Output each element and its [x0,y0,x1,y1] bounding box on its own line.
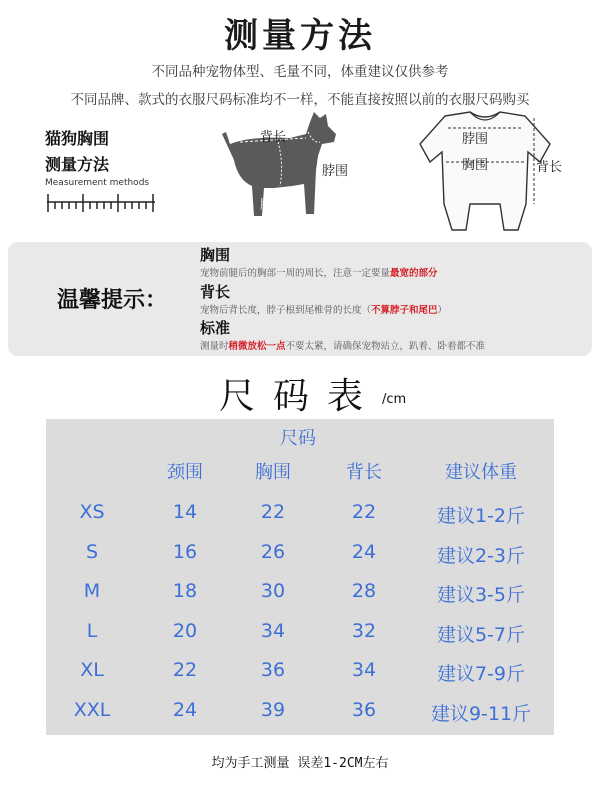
table-cell-chest: 30 [260,580,286,602]
tip-item-back [200,281,447,316]
tip-heading: 背长 [200,283,231,301]
table-cell-size: S [85,540,99,563]
table-cell-neck: 20 [172,619,198,642]
shirt-measure-diagram [400,104,570,234]
measure-method-subtitle: Measurement methods [45,178,150,188]
tip-item-chest [200,244,438,279]
tip-item-standard [200,317,485,352]
dog-label-chest: 胸围 [260,198,287,213]
size-chart-title: 尺码表 [218,376,381,417]
table-cell-chest: 22 [260,501,286,523]
table-cell-weight: 建议3-5斤 [436,584,526,606]
tip-heading: 胸围 [200,246,231,264]
table-cell-size: XS [79,501,105,523]
table-cell-back: 28 [351,580,377,602]
subtitle-weight-note: 不同品种宠物体型、毛量不同，体重建议仅供参考 [151,64,449,80]
table-cell-back: 34 [351,659,377,681]
dog-measure-diagram [210,104,360,234]
shirt-label-neck: 脖围 [462,132,489,147]
size-chart-unit: /cm [382,392,407,407]
measure-method-title [45,126,109,178]
table-cell-back: 36 [351,698,377,721]
tip-text: 测量时稍微放松一点不要太紧，请确保宠物站立，趴着、卧着都不准 [200,341,486,352]
table-cell-chest: 39 [260,698,286,721]
shirt-label-back: 背长 [536,160,563,175]
table-cell-back: 22 [351,501,377,523]
table-cell-size: M [83,580,101,602]
table-corner-label: 尺码 [280,428,316,449]
table-column-header: 建议体重 [445,462,517,483]
table-cell-weight: 建议9-11斤 [430,702,532,725]
ruler-icon [45,192,157,214]
table-cell-chest: 34 [260,619,286,642]
table-cell-weight: 建议7-9斤 [436,663,526,685]
table-cell-neck: 14 [172,501,198,523]
table-cell-size: L [86,619,98,642]
tips-label: 温馨提示： [57,288,168,313]
dog-label-back: 背长 [260,130,287,145]
table-cell-neck: 24 [172,698,198,721]
table-cell-chest: 26 [260,540,286,563]
table-cell-back: 24 [351,540,377,563]
table-cell-back: 32 [351,619,377,642]
table-cell-weight: 建议2-3斤 [436,544,526,567]
table-cell-size: XL [80,659,104,681]
table-cell-weight: 建议1-2斤 [436,505,526,527]
table-cell-chest: 36 [260,659,286,681]
table-cell-neck: 16 [172,540,198,563]
footer-note: 均为手工测量 误差1-2CM左右 [211,756,389,771]
tip-text: 宠物后背长度，脖子根到尾椎骨的长度（不算脖子和尾巴） [200,305,448,316]
dog-label-neck: 脖围 [322,164,349,179]
subtitle-brand-note: 不同品牌、款式的衣服尺码标准均不一样，不能直接按照以前的衣服尺码购买 [70,92,530,108]
table-column-header: 背长 [346,462,382,483]
table-column-header: 颈围 [167,462,203,483]
shirt-label-chest: 胸围 [462,158,489,173]
table-cell-size: XXL [73,698,111,721]
table-cell-neck: 18 [172,580,198,602]
page-title: 测量方法 [224,16,376,56]
tip-text: 宠物前腿后的胸部一周的周长，注意一定要量最宽的部分 [200,268,438,279]
tip-heading: 标准 [200,319,231,337]
table-cell-neck: 22 [172,659,198,681]
measure-title-line1: 猫狗胸围 [45,129,110,148]
measure-title-line2: 测量方法 [45,155,110,174]
table-column-header: 胸围 [255,462,291,483]
table-cell-weight: 建议5-7斤 [436,623,526,646]
